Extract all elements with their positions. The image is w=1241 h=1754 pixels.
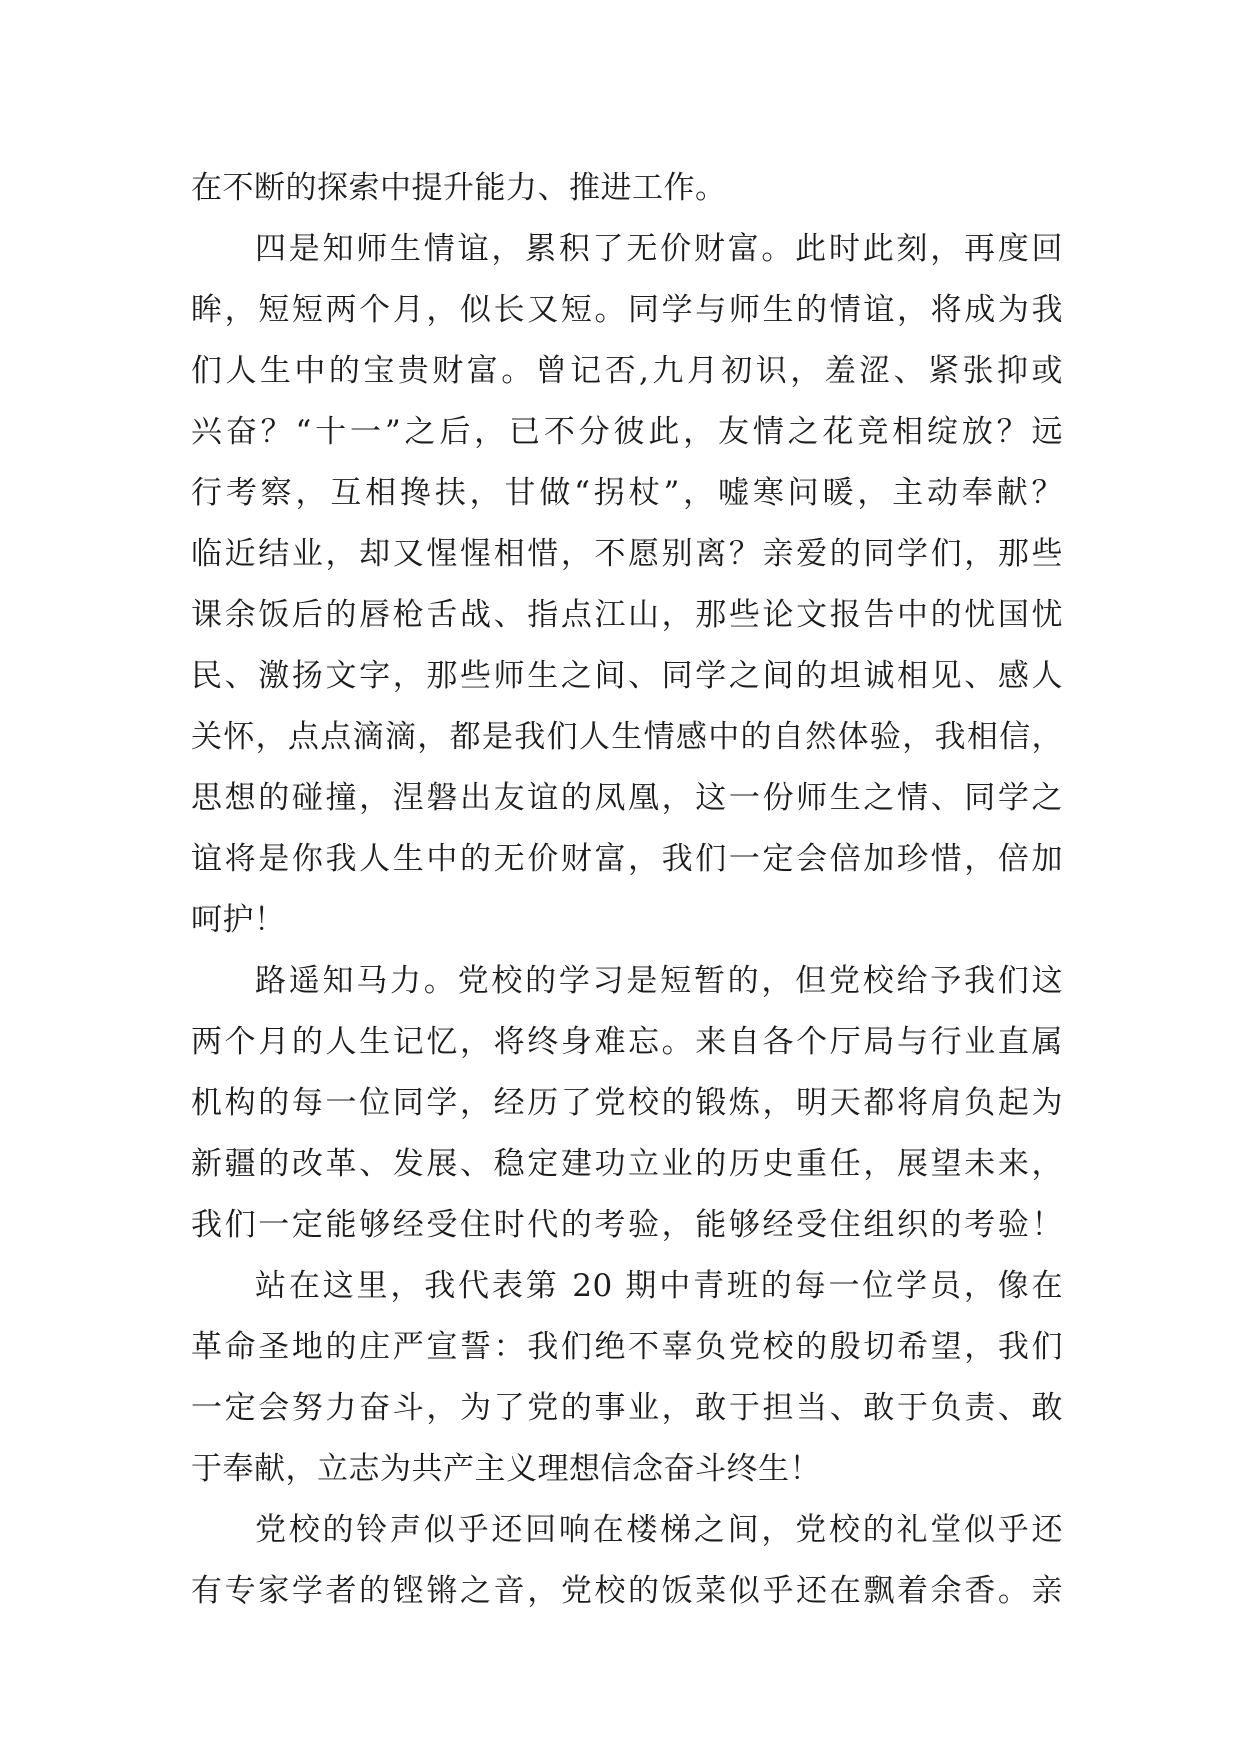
text-line: 眸，短短两个月，似长又短。同学与师生的情谊，将成为我	[191, 292, 1063, 328]
text-line: 革命圣地的庄严宣誓：我们绝不辜负党校的殷切希望，我们	[191, 1329, 1063, 1365]
text-line: 我们一定能够经受住时代的考验，能够经受住组织的考验！	[191, 1207, 1063, 1243]
text-line: 党校的铃声似乎还回响在楼梯之间，党校的礼堂似乎还	[255, 1512, 1063, 1548]
text-line: 一定会努力奋斗，为了党的事业，敢于担当、敢于负责、敢	[191, 1390, 1063, 1426]
text-line: 两个月的人生记忆，将终身难忘。来自各个厅局与行业直属	[191, 1024, 1063, 1060]
text-line: 四是知师生情谊，累积了无价财富。此时此刻，再度回	[255, 231, 1063, 267]
text-line: 民、激扬文字，那些师生之间、同学之间的坦诚相见、感人	[191, 658, 1063, 694]
text-line: 课余饭后的唇枪舌战、指点江山，那些论文报告中的忧国忧	[191, 597, 1063, 633]
text-line: 们人生中的宝贵财富。曾记否,九月初识，羞涩、紧张抑或	[191, 353, 1063, 389]
text-line: 兴奋？“十一”之后，已不分彼此，友情之花竞相绽放？远	[191, 414, 1063, 450]
text-line: 机构的每一位同学，经历了党校的锻炼，明天都将肩负起为	[191, 1085, 1063, 1121]
text-line: 在不断的探索中提升能力、推进工作。	[191, 170, 727, 206]
text-line: 新疆的改革、发展、稳定建功立业的历史重任，展望未来，	[191, 1146, 1063, 1182]
text-line: 路遥知马力。党校的学习是短暂的，但党校给予我们这	[255, 963, 1063, 999]
text-line: 呵护！	[191, 902, 286, 938]
text-line: 行考察，互相搀扶，甘做“拐杖”，嘘寒问暖，主动奉献？	[191, 475, 1063, 511]
text-line: 关怀，点点滴滴，都是我们人生情感中的自然体验，我相信，	[191, 719, 1063, 755]
text-line: 有专家学者的铿锵之音，党校的饭菜似乎还在飘着余香。亲	[191, 1573, 1063, 1609]
body-text	[191, 158, 1063, 1622]
text-line: 站在这里，我代表第 20 期中青班的每一位学员，像在	[255, 1268, 1063, 1304]
text-line: 临近结业，却又惺惺相惜，不愿别离？亲爱的同学们，那些	[191, 536, 1063, 572]
text-line: 思想的碰撞，涅磐出友谊的凤凰，这一份师生之情、同学之	[191, 780, 1063, 816]
text-line: 谊将是你我人生中的无价财富，我们一定会倍加珍惜，倍加	[191, 841, 1063, 877]
text-line: 于奉献，立志为共产主义理想信念奋斗终生！	[191, 1451, 821, 1487]
